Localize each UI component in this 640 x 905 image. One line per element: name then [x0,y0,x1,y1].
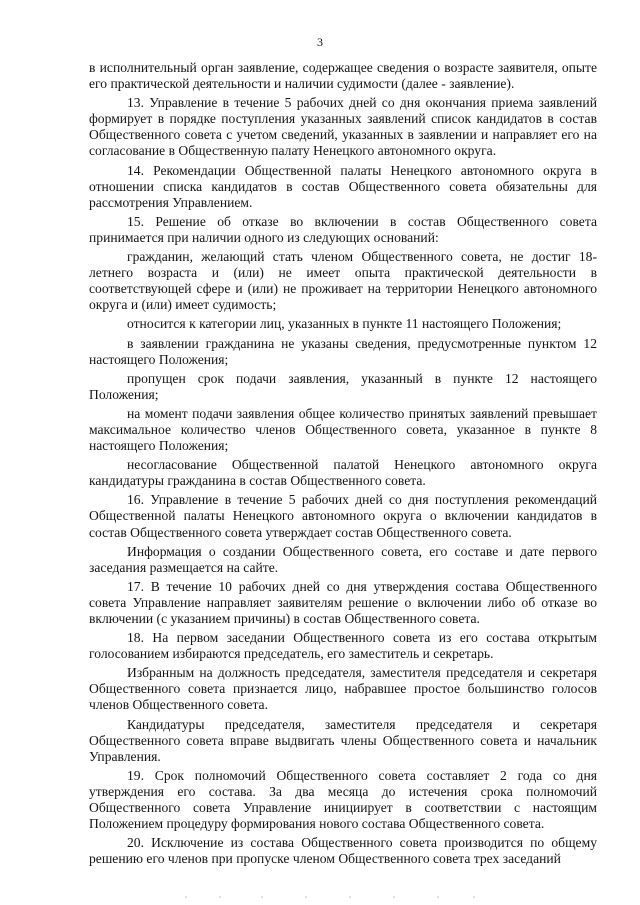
paragraph-ground-deadline: пропущен срок подачи заявления, указанный в пункте 12 настоящего Положения; [89,370,597,402]
paragraph-item-15: 15. Решение об отказе во включении в состав Общественного совета принимается при наличии одного из следующих оснований: [89,213,597,245]
paragraph-ground-max-members: на момент подачи заявления общее количество принятых заявлений превышает максимальное количество членов Общественного совета, указанное в пункте 8 настоящего Положения; [89,405,597,454]
paragraph-ground-age: гражданин, желающий стать членом Общественного совета, не достиг 18-летнего возраста и (или) не имеет опыта практической деятельности в соответствующей сфере и (или) не проживает на территории Ненецкого автономного округа и (или) имеет судимость; [89,249,597,313]
paragraph-item-19: 19. Срок полномочий Общественного совета составляет 2 года со дня утверждения его состава. За два месяца до истечения срока полномочий Общественного совета Управление инициирует в соответствии с настоящим Положением процедуру формирования нового состава Общественного совета. [89,767,597,832]
paragraph-item-14: 14. Рекомендации Общественной палаты Ненецкого автономного округа в отношении списка кандидатов в состав Общественного совета обязательны для рассмотрения Управлением. [89,162,597,210]
paragraph-candidates: Кандидатуры председателя, заместителя председателя и секретаря Общественного совета вправе выдвигать члены Общественного совета и начальник Управления. [89,716,597,764]
paragraph-item-17: 17. В течение 10 рабочих дней со дня утверждения состава Общественного совета Управление направляет заявителям решение о включении либо об отказе во включении (с указанием причины) в состав Общественного совета. [89,578,597,626]
paragraph-continuation: в исполнительный орган заявление, содержащее сведения о возрасте заявителя, опыте его практической деятельности и наличии судимости (далее - заявление). [89,60,597,92]
page-number: 3 [317,35,323,49]
paragraph-elected: Избранным на должность председателя, заместителя председателя и секретаря Общественного совета признается лицо, набравшее простое большинство голосов членов Общественного совета. [89,665,597,713]
paragraph-item-16: 16. Управление в течение 5 рабочих дней со дня поступления рекомендаций Общественной палаты Ненецкого автономного округа о включении кандидатов в состав Общественного совета утверждает состав Общественного совета. [89,492,597,540]
paragraph-info-site: Информация о создании Общественного совета, его составе и дате первого заседания размещается на сайте. [89,543,597,575]
paragraph-ground-missing-info: в заявлении гражданина не указаны сведения, предусмотренные пунктом 12 настоящего Положения; [89,335,597,367]
paragraph-item-18: 18. На первом заседании Общественного совета из его состава открытым голосованием избираются председатель, его заместитель и секретарь. [89,630,597,662]
paragraph-ground-category: относится к категории лиц, указанных в пункте 11 настоящего Положения; [127,316,562,332]
scan-artifact-dots [180,894,480,900]
paragraph-item-20: 20. Исключение из состава Общественного совета производится по общему решению его членов при пропуске членом Общественного совета трех заседаний [89,835,597,867]
paragraph-ground-disapproval: несогласование Общественной палатой Ненецкого автономного округа кандидатуры гражданина в состав Общественного совета. [89,457,597,489]
document-body [89,60,597,867]
paragraph-item-13: 13. Управление в течение 5 рабочих дней со дня окончания приема заявлений формирует в порядке поступления указанных заявлений список кандидатов в состав Общественного совета с учетом сведений, указанных в заявлении и направляет его на согласование в Общественную палату Ненецкого автономного округа. [89,95,597,159]
